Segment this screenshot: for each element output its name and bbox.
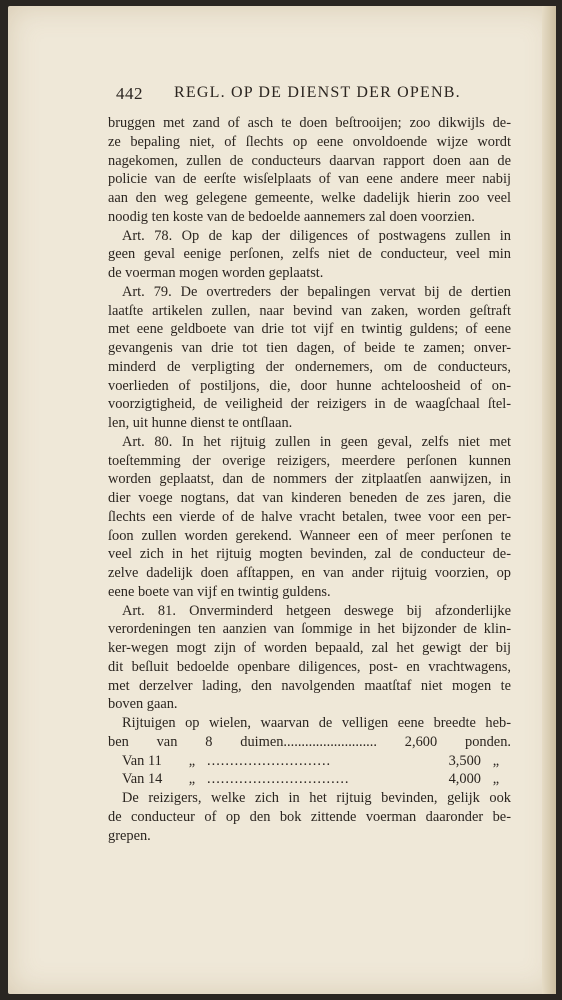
row-label: Van 11 [122, 752, 162, 769]
text-line: ze bepaling niet, of ſlechts op eene onvoldoende wijze wordt [108, 133, 511, 150]
text-line: grepen. [108, 827, 151, 844]
text-line: Rijtuigen op wielen, waarvan de velligen eene breedte heb- [122, 715, 511, 731]
text-line: veel zich in het rijtuig mogten bevinden, zal de conducteur de- [108, 546, 511, 563]
text-line: De reizigers, welke zich in het rijtuig bevinden, gelijk ook [122, 790, 511, 806]
ditto-mark: „ [492, 752, 500, 769]
text-line: eene boete van vijf en twintig guldens. [108, 583, 331, 600]
row-value: 4,000 [448, 771, 481, 788]
leader-dots: ............................... [207, 771, 350, 788]
text-line: bruggen met zand of asch te doen beſtrooijen; zoo dikwijls de- [108, 115, 511, 131]
text-line: boven gaan. [108, 696, 178, 713]
leader-dots: ........................... [207, 752, 332, 769]
text-line: aan den weg gelegene gemeente, welke dadelijk hierin zoo veel [108, 190, 511, 206]
article-79-line: Art. 79. De overtreders der bepalingen vervat bij de dertien [122, 283, 511, 300]
page-header [116, 84, 516, 106]
weight-table-row [108, 770, 511, 789]
text-line: dier voege nogtans, dat van kinderen beneden de zes jaren, die [108, 490, 511, 506]
text-line: gevangenis van drie tot tien dagen, of beide te zamen; onver- [108, 340, 511, 356]
text-line: toeſtemming der overige reizigers, meerdere perſonen kunnen [108, 452, 511, 469]
article-81-line: Art. 81. Onverminderd hetgeen deswege bij afzonderlijke [122, 602, 511, 619]
text-line: len, uit hunne dienst te ontſlaan. [108, 415, 293, 431]
row-value: 3,500 [448, 752, 481, 769]
text-line: met eene geldboete van drie tot vijf en twintig guldens; of eene [108, 321, 511, 338]
text-line: dit beſluit bedoelde openbare diligences, post- en vrachtwagens, [108, 658, 511, 675]
body-text [108, 114, 511, 845]
text-line: ben van 8 duimen.......................... 2,600 ponden. [108, 733, 511, 750]
ditto-mark: „ [492, 771, 500, 788]
text-line: verordeningen ten aanzien van ſommige in het bijzonder de klin- [108, 621, 511, 638]
text-line: policie van de eerſte wisſelplaats of van eene andere meer nabij [108, 171, 511, 188]
ditto-mark: „ [188, 771, 196, 788]
text-line: de conducteur of op den bok zittende voerman daaronder be- [108, 808, 511, 825]
weight-table-row [108, 752, 511, 771]
ditto-mark: „ [188, 752, 196, 769]
text-line: voerlieden of postiljons, die, door hunne achteloosheid of on- [108, 377, 511, 394]
text-line: met derzelver lading, den navolgenden maatſtaf niet mogen te [108, 677, 511, 694]
text-line: noodig ten koste van de bedoelde aannemers zal doen voorzien. [108, 208, 475, 225]
text-line: geen geval eenige perſonen, zelfs niet de conducteur, veel min [108, 246, 511, 263]
row-label: Van 14 [122, 771, 163, 788]
text-line: nagekomen, zullen de conducteurs daarvan rapport doen aan de [108, 152, 511, 169]
page-number: 442 [116, 84, 143, 103]
text-line: ſoon zullen worden gerekend. Wanneer een of meer perſonen te [108, 527, 511, 544]
article-78-line: Art. 78. Op de kap der diligences of postwagens zullen in [122, 227, 511, 244]
page-edge [542, 6, 556, 994]
text-line: ker-wegen mogt zijn of worden bepaald, zal het gewigt der bij [108, 640, 511, 656]
text-line: minderd de verpligting der ondernemers, om de conducteurs, [108, 358, 511, 375]
text-line: ſlechts een vierde of de halve vracht betalen, twee voor een per- [108, 508, 511, 525]
text-line: laatſte artikelen zullen, naar bevind van zaken, worden geſtraft [108, 302, 511, 319]
text-line: worden geplaatst, dan de nommers der zitplaatſen aanwijzen, in [108, 471, 511, 488]
text-line: zelve dadelijk doen afſtappen, en van ander rijtuig voorzien, op [108, 565, 511, 581]
running-title: REGL. OP DE DIENST DER OPENB. [174, 84, 461, 101]
text-line: de voerman mogen worden geplaatst. [108, 265, 324, 281]
text-line: voorzigtigheid, de veiligheid der reizigers in de waagſchaal ſtel- [108, 396, 511, 413]
article-80-line: Art. 80. In het rijtuig zullen in geen geval, zelfs niet met [122, 433, 511, 450]
